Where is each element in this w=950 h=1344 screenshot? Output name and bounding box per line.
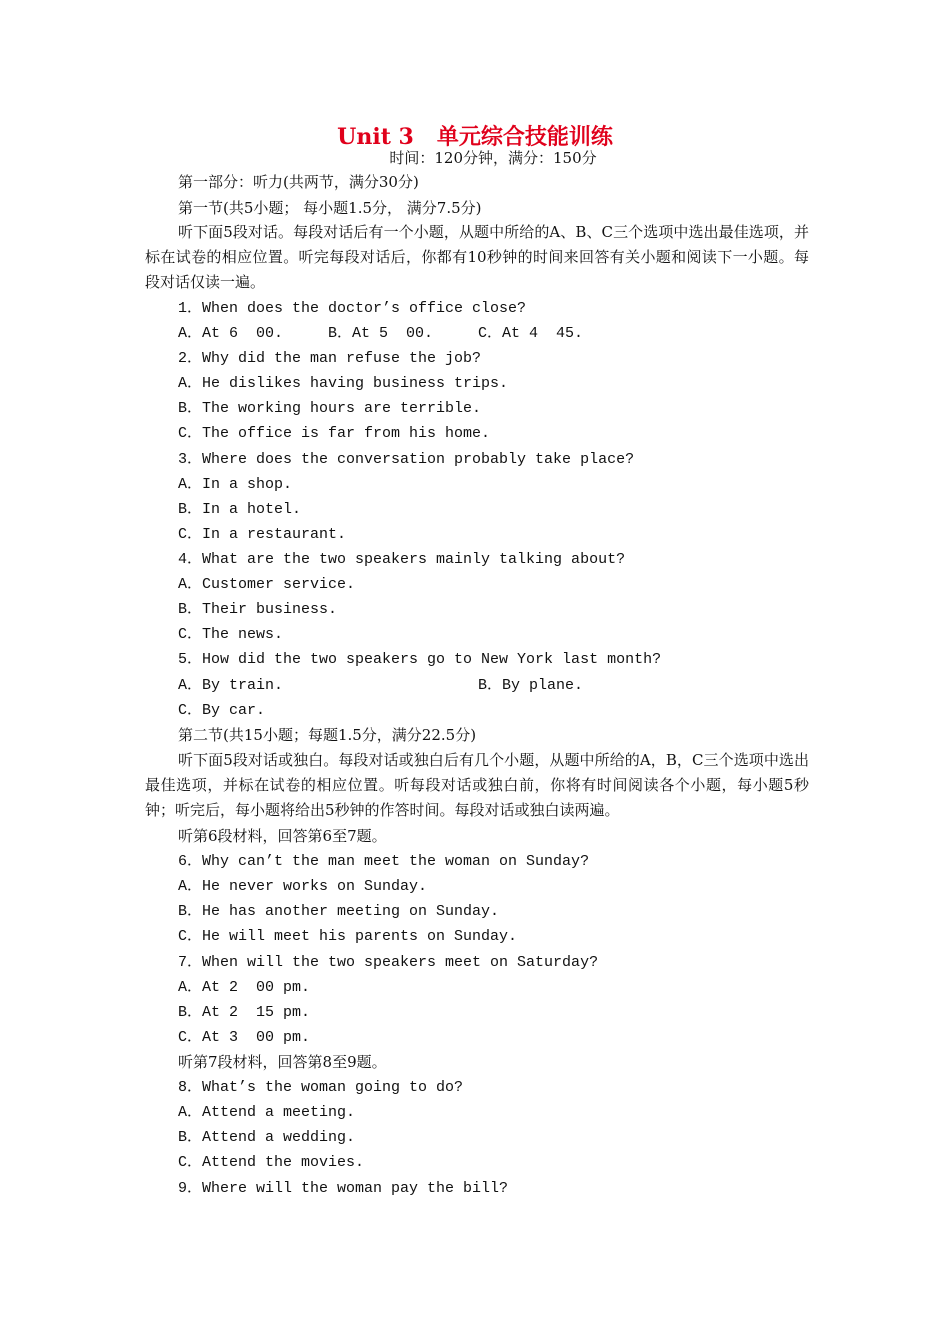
exam-time-score: 时间：120分钟，满分：150分 [389,149,597,167]
part1-heading: 第一部分：听力(共两节，满分30分) [178,173,419,191]
section2-instructions: 听下面5段对话或独白。每段对话或独白后有几个小题，从题中所给的A，B，C三个选项中选出最佳选项，并标在试卷的相应位置。听每段对话或独白前，你将有时间阅读各个小题，每小题5秒钟；听完后，每小题将给出5秒钟的作答时间。每段对话或独白读两遍。 [145,751,809,819]
question-4-option-b: B．Their business. [178,601,338,618]
question-2-option-a: A．He dislikes having business trips. [178,375,509,392]
question-4-option-a: A．Customer service. [178,576,356,593]
question-7-option-a: A．At 2 00 pm. [178,979,311,996]
question-7-option-c: C．At 3 00 pm. [178,1029,311,1046]
question-2: 2．Why did the man refuse the job? [178,350,482,367]
question-8-option-c: C．Attend the movies. [178,1154,365,1171]
question-6-option-c: C．He will meet his parents on Sunday. [178,928,518,945]
question-4-option-c: C．The news. [178,626,284,643]
page-title: Unit 3 单元综合技能训练 [337,124,613,150]
question-6-option-a: A．He never works on Sunday. [178,878,428,895]
question-3-option-b: B．In a hotel. [178,501,302,518]
question-1-options: A．At 6 00. B．At 5 00. C．At 4 45. [178,325,584,342]
question-5: 5．How did the two speakers go to New York last month? [178,651,662,668]
question-3: 3．Where does the conversation probably take place? [178,451,635,468]
section1-heading: 第一节(共5小题； 每小题1.5分， 满分7.5分) [178,199,482,217]
question-6: 6．Why can’t the man meet the woman on Sunday? [178,853,590,870]
question-8: 8．What’s the woman going to do? [178,1079,464,1096]
question-9: 9．Where will the woman pay the bill? [178,1180,509,1197]
question-2-option-c: C．The office is far from his home. [178,425,491,442]
section1-instructions: 听下面5段对话。每段对话后有一个小题，从题中所给的A、B、C三个选项中选出最佳选项，并标在试卷的相应位置。听完每段对话后，你都有10秒钟的时间来回答有关小题和阅读下一小题。每段对话仅读一遍。 [145,223,809,291]
question-7-option-b: B．At 2 15 pm. [178,1004,311,1021]
question-4: 4．What are the two speakers mainly talking about? [178,551,626,568]
question-8-option-b: B．Attend a wedding. [178,1129,356,1146]
question-3-option-a: A．In a shop. [178,476,293,493]
question-6-option-b: B．He has another meeting on Sunday. [178,903,500,920]
question-3-option-c: C．In a restaurant. [178,526,347,543]
question-5-option-a: A．By train. [178,677,284,694]
material-7-heading: 听第7段材料，回答第8至9题。 [178,1053,387,1071]
question-5-option-c: C．By car. [178,702,266,719]
question-7: 7．When will the two speakers meet on Saturday? [178,954,599,971]
material-6-heading: 听第6段材料，回答第6至7题。 [178,827,387,845]
question-8-option-a: A．Attend a meeting. [178,1104,356,1121]
question-5-option-b: B．By plane. [478,677,584,694]
question-2-option-b: B．The working hours are terrible. [178,400,482,417]
section2-heading: 第二节(共15小题；每题1.5分，满分22.5分) [178,726,477,744]
question-1: 1．When does the doctor’s office close? [178,300,527,317]
